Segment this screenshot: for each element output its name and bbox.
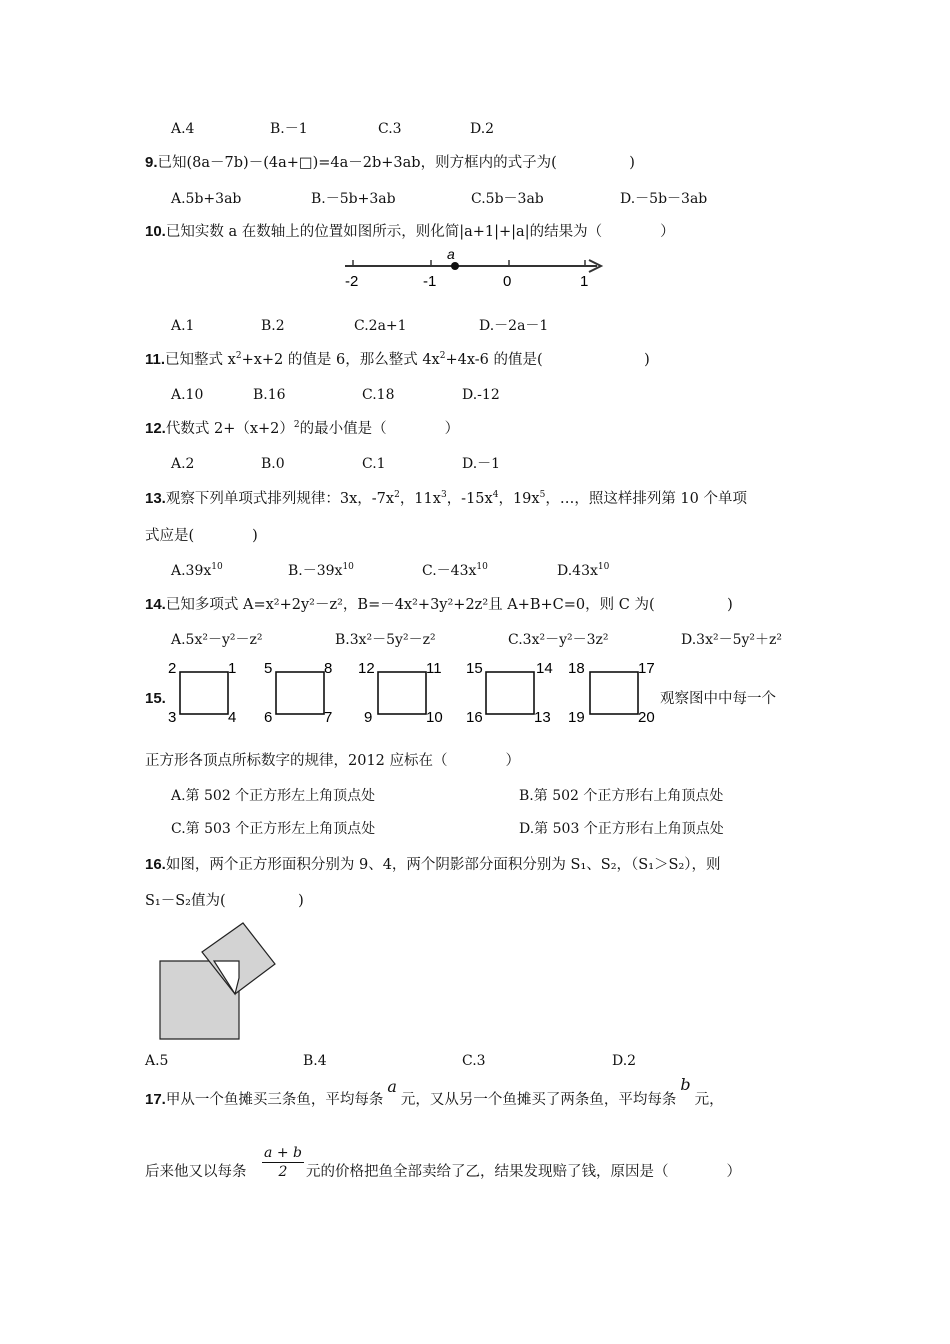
vertex-label: 15 — [466, 660, 483, 677]
numbered-square — [168, 660, 236, 726]
option-text: B.－39x — [288, 563, 343, 579]
vertex-label: 7 — [324, 709, 333, 726]
variable-a: a — [387, 1077, 397, 1096]
tick-label: -2 — [345, 273, 359, 290]
vertex-label: 14 — [536, 660, 553, 677]
vertex-label: 3 — [168, 709, 177, 726]
q16-option-b: B.4 — [303, 1053, 327, 1069]
q13-option-a — [171, 561, 223, 581]
q16-stem — [145, 855, 721, 875]
q10-number: 10. — [145, 223, 166, 240]
exponent: 10 — [476, 562, 488, 572]
q11-text-part: +x+2 的值是 6，那么整式 4x — [241, 352, 440, 368]
q14-option-c: C.3x²－y²－3z² — [508, 632, 609, 648]
q13-line2: 式应是( ) — [145, 528, 258, 544]
q12-text-part: 代数式 2+（x+2） — [165, 421, 294, 437]
vertex-label: 16 — [466, 709, 483, 726]
q9-option-b: B.－5b+3ab — [311, 191, 396, 207]
numbered-squares-figure — [166, 656, 660, 726]
q12-option-a: A.2 — [171, 456, 195, 472]
vertex-label: 10 — [426, 709, 443, 726]
q14-option-a: A.5x²－y²－z² — [171, 632, 263, 648]
term: ，19x — [498, 491, 540, 507]
exponent: 3 — [440, 490, 447, 500]
q17-line2 — [145, 1162, 247, 1182]
numbered-square — [466, 660, 553, 726]
fraction-numerator: a + b — [262, 1144, 304, 1163]
exponent: 10 — [211, 562, 223, 572]
q10-text: 已知实数 a 在数轴上的位置如图所示，则化简|a+1|+|a|的结果为（ ） — [165, 224, 675, 240]
q14-number: 14. — [145, 596, 166, 613]
q10-stem — [145, 222, 675, 242]
q11-number: 11. — [145, 351, 166, 368]
q16-line2: S₁－S₂值为( ) — [145, 893, 304, 909]
term: ，-15x — [446, 491, 493, 507]
q9-number: 9. — [145, 154, 158, 171]
q12-stem — [145, 419, 459, 439]
vertex-label: 8 — [324, 660, 333, 677]
vertex-label: 13 — [534, 709, 551, 726]
q11-option-a: A.10 — [171, 387, 204, 403]
vertex-label: 6 — [264, 709, 273, 726]
q14-option-d: D.3x²－5y²＋z² — [681, 632, 783, 648]
q13-option-d — [557, 561, 609, 581]
q11-stem — [145, 350, 650, 370]
option-text: A.39x — [171, 563, 212, 579]
q16-option-a: A.5 — [145, 1053, 169, 1069]
vertex-label: 4 — [228, 709, 237, 726]
q14-text: 已知多项式 A=x²+2y²－z²，B=－4x²+3y²+2z²且 A+B+C=0，则 C 为( ) — [165, 597, 733, 613]
vertex-label: 1 — [228, 660, 237, 677]
q11-text-part: +4x-6 的值是( ) — [445, 352, 650, 368]
q9-option-a: A.5b+3ab — [171, 191, 242, 207]
q17-text-part: 元， — [694, 1092, 724, 1108]
q12-option-b: B.0 — [261, 456, 285, 472]
q8-option-c: C.3 — [378, 121, 402, 137]
point-a-dot — [451, 262, 459, 270]
tick-label: 1 — [580, 273, 589, 290]
vertex-label: 12 — [358, 660, 375, 677]
q12-number: 12. — [145, 420, 166, 437]
q14-option-b: B.3x²－5y²－z² — [335, 632, 436, 648]
exponent: 4 — [492, 490, 499, 500]
q9-text: 已知(8a－7b)－(4a+□)=4a－2b+3ab，则方框内的式子为( ) — [157, 155, 635, 171]
vertex-label: 5 — [264, 660, 273, 677]
exponent: 2 — [394, 490, 400, 500]
numbered-square — [264, 660, 332, 726]
fraction — [262, 1144, 304, 1181]
q16-text: 如图，两个正方形面积分别为 9、4，两个阴影部分面积分别为 S₁、S₂，（S₁＞S₂），则 — [165, 857, 721, 873]
tick-label: 0 — [503, 273, 512, 290]
option-text: D.43x — [557, 563, 598, 579]
q17-stem — [145, 1075, 724, 1110]
q15-option-d: D.第 503 个正方形右上角顶点处 — [519, 821, 724, 837]
q8-option-d: D.2 — [470, 121, 495, 137]
exponent: 2 — [439, 351, 446, 361]
q9-stem — [145, 153, 635, 173]
numbered-square — [568, 660, 655, 726]
number-line-figure — [335, 246, 615, 292]
q15-option-c: C.第 503 个正方形左上角顶点处 — [171, 821, 376, 837]
vertex-label: 17 — [638, 660, 655, 677]
q16-option-c: C.3 — [462, 1053, 486, 1069]
overlapping-squares-figure — [155, 918, 285, 1044]
q11-option-d: D.-12 — [462, 387, 500, 403]
vertex-label: 20 — [638, 709, 655, 726]
vertex-label: 11 — [426, 660, 442, 677]
q17-text-part: 甲从一个鱼摊买三条鱼，平均每条 — [165, 1092, 384, 1108]
exponent: 10 — [597, 562, 610, 572]
q13-option-b — [288, 561, 354, 581]
q17-line2-tail: 元的价格把鱼全部卖给了乙，结果发现赔了钱，原因是（ ） — [306, 1164, 741, 1180]
fraction-denominator: 2 — [278, 1164, 288, 1180]
q11-option-c: C.18 — [362, 387, 395, 403]
q16-number: 16. — [145, 856, 166, 873]
tick-label: -1 — [423, 273, 437, 290]
q15-number-line — [145, 689, 166, 709]
q14-stem — [145, 595, 733, 615]
q17-text-part: 后来他又以每条 — [145, 1164, 247, 1180]
q13-number: 13. — [145, 490, 166, 507]
vertex-label: 19 — [568, 709, 585, 726]
vertex-label: 2 — [168, 660, 177, 677]
point-a-label: a — [447, 246, 455, 262]
q8-option-a: A.4 — [171, 121, 195, 137]
q16-option-d: D.2 — [612, 1053, 637, 1069]
q13-text-part: 观察下列单项式排列规律： — [165, 491, 340, 507]
q11-text-part: 已知整式 x — [165, 352, 236, 368]
q13-stem — [145, 489, 747, 509]
q12-option-c: C.1 — [362, 456, 386, 472]
q13-text-part: ，…，照这样排列第 10 个单项 — [545, 491, 747, 507]
vertex-label: 9 — [364, 709, 373, 726]
q10-option-b: B.2 — [261, 318, 285, 334]
q10-option-d: D.－2a－1 — [479, 318, 549, 334]
q15-number: 15. — [145, 690, 166, 707]
variable-b: b — [680, 1075, 691, 1094]
q17-text-part: 元，又从另一个鱼摊买了两条鱼，平均每条 — [400, 1092, 677, 1108]
q9-option-c: C.5b－3ab — [471, 191, 544, 207]
term: ，11x — [399, 491, 441, 507]
q12-text-part: 的最小值是（ ） — [299, 421, 460, 437]
q10-option-c: C.2a+1 — [354, 318, 407, 334]
q12-option-d: D.－1 — [462, 456, 501, 472]
term: -7x — [371, 491, 395, 507]
q15-line2: 正方形各顶点所标数字的规律，2012 应标在（ ） — [145, 753, 521, 769]
exponent: 5 — [539, 490, 546, 500]
exponent: 10 — [342, 562, 354, 572]
q17-number: 17. — [145, 1091, 166, 1108]
q13-option-c — [422, 561, 488, 581]
exponent: 2 — [293, 420, 300, 430]
vertex-label: 18 — [568, 660, 585, 677]
q15-option-b: B.第 502 个正方形右上角顶点处 — [519, 788, 724, 804]
q15-option-a: A.第 502 个正方形左上角顶点处 — [171, 788, 376, 804]
option-text: C.－43x — [422, 563, 477, 579]
q9-option-d: D.－5b－3ab — [620, 191, 708, 207]
q8-option-b: B.－1 — [270, 121, 308, 137]
term: 3x， — [339, 491, 372, 507]
exponent: 2 — [235, 351, 242, 361]
q10-option-a: A.1 — [171, 318, 195, 334]
q11-option-b: B.16 — [253, 387, 286, 403]
numbered-square — [358, 660, 443, 726]
q15-text-tail: 观察图中中每一个 — [660, 691, 776, 707]
